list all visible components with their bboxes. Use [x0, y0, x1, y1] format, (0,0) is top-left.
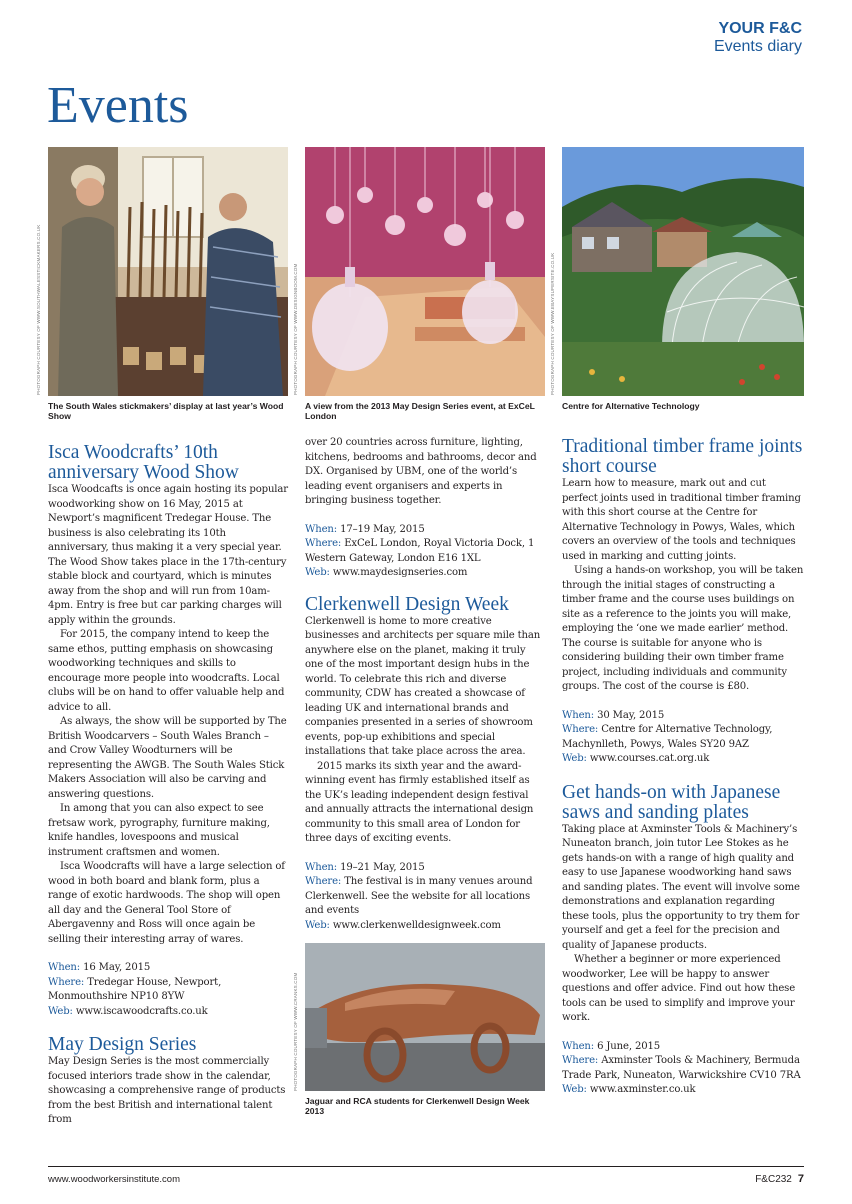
- web-label: Web:: [562, 753, 587, 764]
- photo-caption: Jaguar and RCA students for Clerkenwell Design Week 2013: [305, 1096, 530, 1116]
- article-paragraph: Learn how to measure, mark out and cut perfect joints used in traditional timber framing with this short course at the Centre for Alternative Technology in Powys, Wales, which covers an overview of the tools and techniques used in marking and cutting joints.: [562, 478, 801, 562]
- woodshow-image: [48, 147, 288, 396]
- web-label: Web:: [305, 567, 330, 578]
- event-where: [305, 875, 545, 919]
- article-title-isca: Isca Woodcrafts’ 10th anniversary Wood Show: [48, 442, 239, 483]
- when-label: When:: [305, 861, 338, 873]
- article-paragraph: Clerkenwell is home to more creative businesses and architects per square mile than anywhere else on the planet, making it truly one of the most important design hubs in the world. To celebrate this rich and diverse community, CDW has created a showcase of leading UK and international brands and companies presented in a series of showroom events, pop-up exhibitions and special installations that take place across the area.: [305, 615, 541, 757]
- event-where: [305, 537, 545, 566]
- where-value: Axminster Tools & Machinery, Bermuda Trade Park, Nuneaton, Warwickshire CV10 7RA: [562, 1055, 801, 1081]
- web-link[interactable]: www.maydesignseries.com: [332, 567, 468, 578]
- photo-caption: The South Wales stickmakers’ display at last year’s Wood Show: [48, 401, 284, 421]
- when-value: 30 May, 2015: [597, 709, 665, 721]
- footer-website[interactable]: www.woodworkersinstitute.com: [48, 1174, 180, 1185]
- where-value: Centre for Alternative Technology, Machynlleth, Powys, Wales SY20 9AZ: [562, 724, 773, 750]
- article-paragraph: As always, the show will be supported by The British Woodcarvers – South Wales Branch – and Crow Valley Woodturners will be representing the AWGB. The South Wales Stick Makers Association will also be carving and answering questions.: [48, 716, 287, 800]
- when-label: When:: [48, 962, 81, 973]
- article-paragraph: Isca Woodcrafts will have a large selection of wood in both board and blank form, plus a range of exotic hardwoods. The shop will open all day and the General Tool Store of Abergavenny and Ross will once again be selling their interesting array of wares.: [48, 861, 285, 945]
- article-paragraph: Using a hands-on workshop, you will be taken through the initial stages of constructing a timber frame and the course uses buildings on site as a reference to the joints you will make, employing the ‘one we made earlier’ method. The course is suitable for anyone who is considering building their own timber frame project, including individuals and community groups. The cost of the course is £80.: [562, 565, 804, 692]
- issue-number: F&C232: [755, 1174, 792, 1185]
- article-title-timber: Traditional timber frame joints short course: [562, 436, 803, 477]
- when-value: 16 May, 2015: [83, 962, 151, 973]
- event-details-japanese: [562, 1040, 804, 1098]
- article-paragraph: Taking place at Axminster Tools & Machinery’s Nuneaton branch, join tutor Lee Stokes as he gets hands-on with a range of high quality and easy to use Japanese woodworking hand saws and sanding plates. The event will involve some demonstrations and explanation regarding these tools, plus the opportunity to try them for yourself and get a feel for the precision and quality of Japanese products.: [562, 823, 800, 951]
- article-paragraph: Isca Woodcafts is once again hosting its popular woodworking show on 16 May, 2015 at Newport’s magnificent Tredegar House. The business is also celebrating its 10th anniversary, thus making it a very special year. The Wood Show takes place in the 17th-century stable block and courtyard, which is minutes away from the shop and will run from 10am-4pm. Entry is free but car parking charges will apply within the grounds.: [48, 484, 288, 626]
- when-label: When:: [305, 523, 338, 535]
- event-when: [562, 709, 804, 724]
- subsection-label: Events diary: [713, 38, 802, 55]
- when-value: 6 June, 2015: [597, 1040, 661, 1052]
- column-2: [293, 147, 545, 1152]
- event-details-maydesign: [305, 523, 545, 581]
- where-label: Where:: [48, 976, 85, 988]
- article-title-clerkenwell: Clerkenwell Design Week: [305, 593, 509, 615]
- web-label: Web:: [48, 1005, 73, 1017]
- where-label: Where:: [305, 876, 342, 887]
- event-where: [48, 976, 288, 1005]
- event-web: [305, 566, 545, 581]
- photo-caption: Centre for Alternative Technology: [562, 401, 700, 411]
- where-value: The festival is in many venues around Clerkenwell. See the website for all locations and events: [305, 876, 533, 916]
- event-details-timber: [562, 709, 804, 767]
- page-number: 7: [797, 1173, 804, 1185]
- footer-folio: [755, 1173, 804, 1185]
- when-label: When:: [562, 1040, 595, 1052]
- photo-caption: A view from the 2013 May Design Series event, at ExCeL London: [305, 401, 535, 421]
- section-header: [714, 20, 802, 56]
- event-web: [562, 1083, 804, 1098]
- event-where: [562, 723, 804, 752]
- event-when: [48, 961, 288, 976]
- where-label: Where:: [562, 724, 599, 735]
- where-label: Where:: [305, 538, 342, 549]
- web-link[interactable]: www.clerkenwelldesignweek.com: [332, 919, 501, 931]
- photo-cat: [550, 147, 804, 396]
- event-when: [305, 523, 545, 538]
- photo-jaguar: [293, 943, 545, 1091]
- where-value: Tredegar House, Newport, Monmouthshire NP10 8YW: [48, 976, 222, 1002]
- photo-maydesign: [293, 147, 545, 396]
- photo-credit: PHOTOGRAPH COURTESY OF WWW.SOUTHWALESSTICKMAKERS.CO.UK: [36, 224, 41, 395]
- event-where: [562, 1054, 804, 1083]
- photo-credit: PHOTOGRAPH COURTESY OF WWW.CRANKS.COM: [293, 972, 298, 1091]
- where-value: ExCeL London, Royal Victoria Dock, 1 Western Gateway, London E16 1XL: [305, 538, 535, 564]
- web-link[interactable]: www.axminster.co.uk: [589, 1084, 696, 1095]
- article-paragraph: May Design Series is the most commercially focused interiors trade show in the calendar, showcasing a comprehensive range of products from the best British and international talent from: [48, 1056, 286, 1125]
- jaguar-image: [305, 943, 545, 1091]
- article-title-japanese: Get hands-on with Japanese saws and sanding plates: [562, 781, 781, 823]
- web-link[interactable]: www.courses.cat.org.uk: [589, 753, 710, 764]
- event-when: [305, 861, 545, 876]
- event-details-clerkenwell: [305, 861, 545, 934]
- article-paragraph: For 2015, the company intend to keep the same ethos, putting emphasis on showcasing woodworking techniques and skills to encourage more people into woodcrafts. Local clubs will be on hand to offer valuable help and advice to all.: [48, 629, 285, 713]
- photo-credit: PHOTOGRAPH COURTESY OF WWW.DESIGNBOOM.COM: [293, 263, 298, 395]
- article-paragraph: In among that you can also expect to see fretsaw work, pyrography, furniture making, knife handles, lovespoons and musical instrument craftsmen and women.: [48, 803, 270, 858]
- article-paragraph: over 20 countries across furniture, lighting, kitchens, bedrooms and bathrooms, decor and DX. Organised by UBM, one of the world’s leading event organisers and experts in bringing business together.: [305, 437, 537, 506]
- web-label: Web:: [562, 1084, 587, 1095]
- where-label: Where:: [562, 1055, 599, 1066]
- column-3: [550, 147, 804, 1152]
- event-web: [562, 752, 804, 767]
- event-web: [305, 919, 545, 934]
- event-web: [48, 1005, 288, 1020]
- cat-image: [562, 147, 804, 396]
- article-paragraph: 2015 marks its sixth year and the award-winning event has firmly established itself as the UK’s leading independent design festival and annually attracts the international design community to this small area of London for three days of exciting events.: [305, 760, 534, 844]
- footer-rule: [48, 1166, 804, 1167]
- maydesign-image: [305, 147, 545, 396]
- article-title-maydesign: May Design Series: [48, 1034, 197, 1055]
- page-title: Events: [47, 77, 189, 134]
- event-details-isca: [48, 961, 288, 1019]
- when-value: 17–19 May, 2015: [340, 523, 425, 535]
- web-link[interactable]: www.iscawoodcrafts.co.uk: [75, 1005, 208, 1017]
- column-1: [36, 147, 288, 1152]
- section-label: YOUR F&C: [718, 20, 802, 37]
- web-label: Web:: [305, 919, 330, 931]
- event-when: [562, 1040, 804, 1055]
- photo-credit: PHOTOGRAPH COURTESY OF WWW.EBAYSUPERSITE.CO.UK: [550, 252, 555, 395]
- when-label: When:: [562, 709, 595, 721]
- article-paragraph: Whether a beginner or more experienced woodworker, Lee will be happy to answer questions and offer advice. Find out how these tools can be used to simplify and improve your work.: [562, 954, 796, 1023]
- when-value: 19–21 May, 2015: [340, 861, 425, 873]
- photo-woodshow: [36, 147, 288, 396]
